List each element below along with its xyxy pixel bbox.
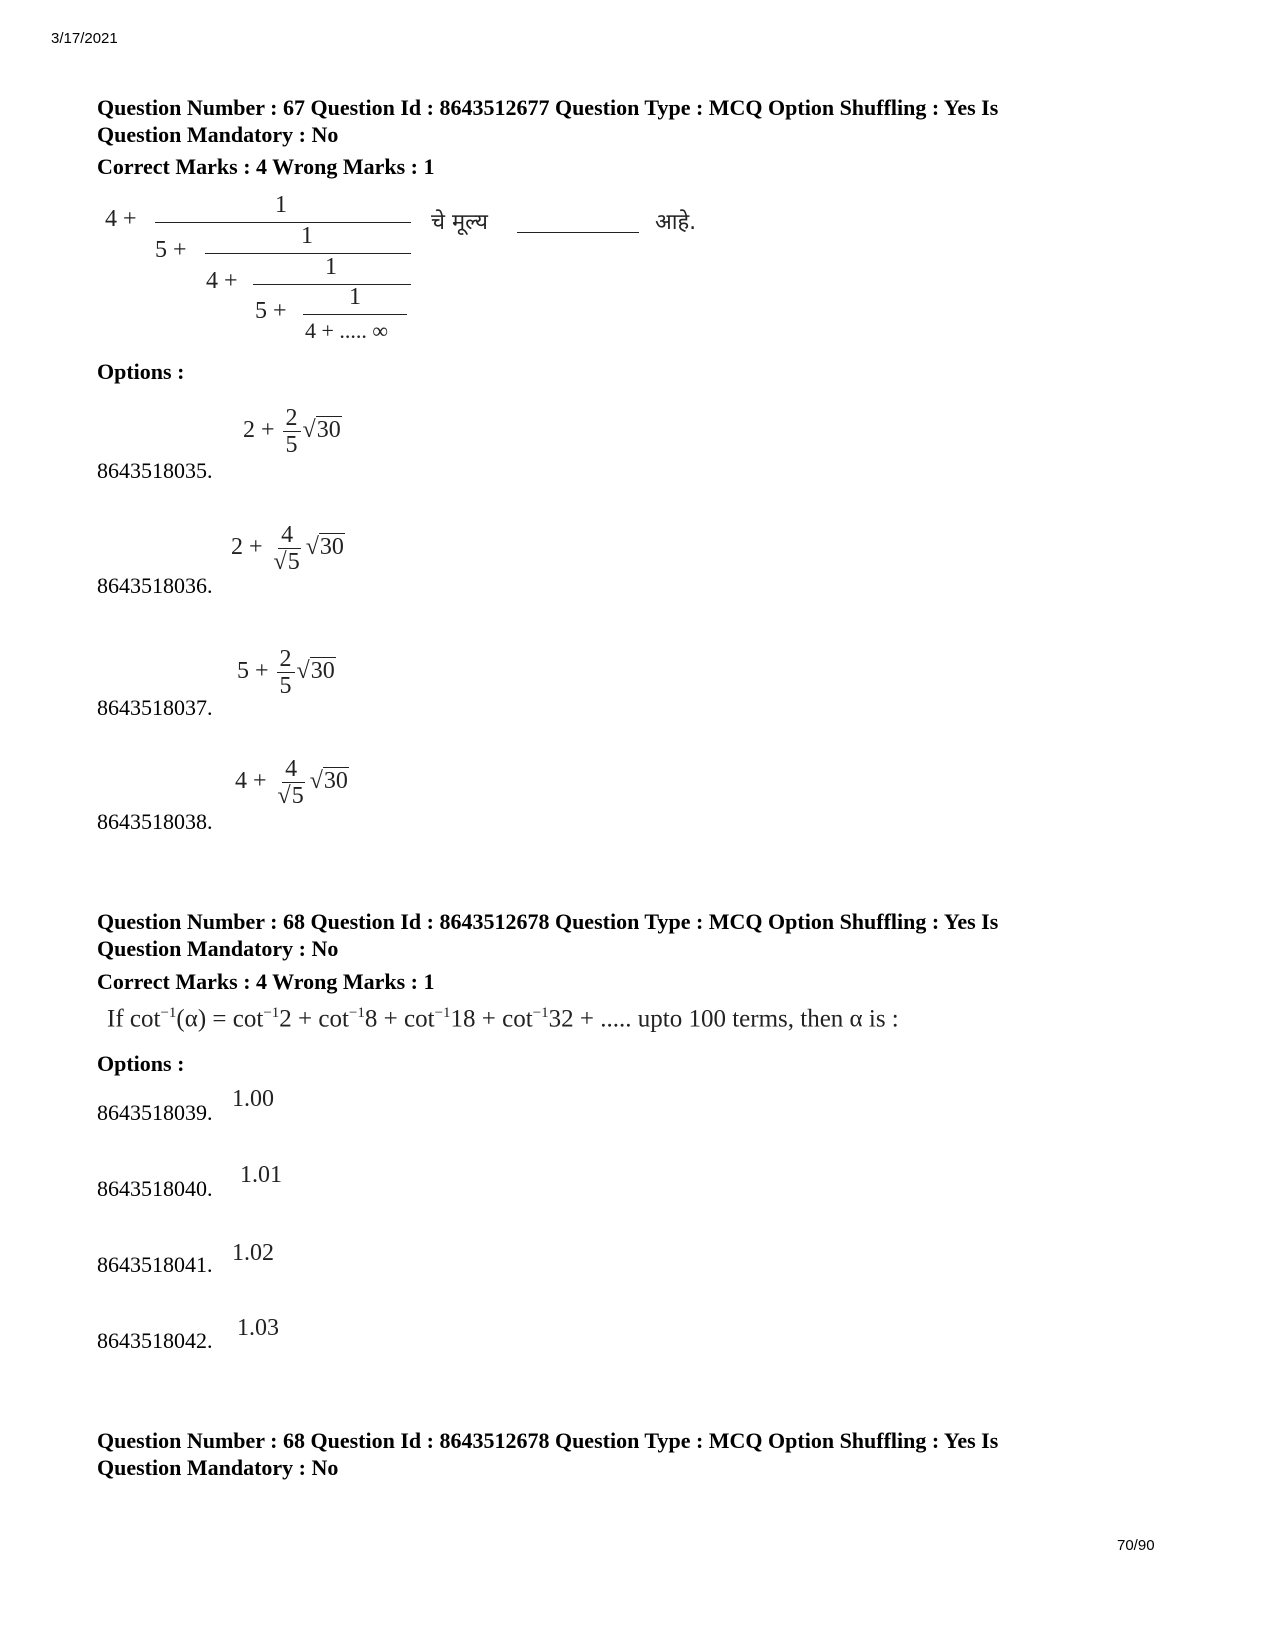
option-denominator-value: 5 <box>291 783 304 809</box>
answer-blank <box>517 232 639 233</box>
cf-term-3: 4 + <box>206 268 238 294</box>
option-denominator: √5 <box>273 549 300 575</box>
q68-header <box>97 908 998 962</box>
option-sqrt: √30 <box>296 658 335 685</box>
cf-term-2: 5 + <box>155 237 187 263</box>
option-numerator: 2 <box>277 646 295 673</box>
inverse-sup: −1 <box>532 1005 549 1021</box>
cf-fraction-bar-3 <box>253 284 411 285</box>
option-sqrt: √30 <box>302 417 341 444</box>
cf-numerator-1: 1 <box>275 192 287 218</box>
print-date: 3/17/2021 <box>51 30 118 47</box>
cf-numerator-3: 1 <box>325 254 337 280</box>
option-denominator-value: 5 <box>279 673 292 699</box>
option-integer: 5 + <box>237 658 269 685</box>
option-id: 8643518039. <box>97 1100 213 1125</box>
q68-q-term2: 8 + cot <box>364 1005 435 1033</box>
option-numerator: 2 <box>283 405 301 432</box>
q68-header-line2: Question Mandatory : No <box>97 936 339 961</box>
q68-q-term4: 32 + ..... upto 100 terms, then α is : <box>548 1005 899 1033</box>
option-radicand: 30 <box>323 768 348 795</box>
q67-text-before-blank: चे मूल्य <box>431 210 488 235</box>
q68-q-part2: (α) = cot <box>176 1005 264 1033</box>
option-expression <box>235 756 349 809</box>
option-numerator: 4 <box>282 756 300 783</box>
option-denominator <box>283 432 301 458</box>
option-radicand: 30 <box>310 658 335 685</box>
option-sqrt: √30 <box>305 534 344 561</box>
q68-q-term3: 18 + cot <box>450 1005 533 1033</box>
cf-numerator-2: 1 <box>301 223 313 249</box>
cf-fraction-bar-1 <box>155 222 411 223</box>
q67-marks: Correct Marks : 4 Wrong Marks : 1 <box>97 154 435 179</box>
option-integer: 2 + <box>231 534 263 561</box>
q68-question-text <box>107 1005 899 1033</box>
option-denominator: √5 <box>277 783 304 809</box>
inverse-sup: −1 <box>263 1005 280 1021</box>
option-value: 1.03 <box>237 1315 279 1341</box>
cf-numerator-4: 1 <box>349 284 361 310</box>
page-number: 70/90 <box>1117 1537 1155 1554</box>
cf-fraction-bar-2 <box>205 253 411 254</box>
q68-q-part1: If cot <box>107 1005 161 1033</box>
option-numerator: 4 <box>278 522 296 549</box>
q67-continued-fraction <box>105 192 745 352</box>
q68-options-label: Options : <box>97 1051 185 1076</box>
cf-term-1: 4 + <box>105 206 137 232</box>
option-sqrt: √30 <box>309 768 348 795</box>
q68-repeat-header-line2: Question Mandatory : No <box>97 1455 339 1480</box>
q68-q-term1: 2 + cot <box>279 1005 349 1033</box>
option-expression <box>231 522 345 575</box>
cf-fraction-bar-4 <box>303 314 407 315</box>
cf-term-4: 5 + <box>255 298 287 324</box>
q67-header-line1: Question Number : 67 Question Id : 8643512677 Question Type : MCQ Option Shuffling : Yes Is <box>97 95 999 120</box>
option-radicand: 30 <box>319 534 344 561</box>
option-expression <box>243 405 342 458</box>
option-fraction <box>275 756 308 809</box>
option-value: 1.01 <box>240 1162 282 1188</box>
option-value: 1.02 <box>232 1240 274 1266</box>
option-expression <box>237 646 336 699</box>
option-denominator-value: 5 <box>285 432 298 458</box>
option-fraction <box>271 522 304 575</box>
option-integer: 2 + <box>243 417 275 444</box>
q68-repeat-header-line1: Question Number : 68 Question Id : 8643512678 Question Type : MCQ Option Shuffling : Yes Is <box>97 1428 999 1453</box>
inverse-sup: −1 <box>348 1005 365 1021</box>
option-radicand: 30 <box>316 417 341 444</box>
option-id: 8643518038. <box>97 809 213 834</box>
option-id: 8643518042. <box>97 1328 213 1353</box>
option-denominator-value: 5 <box>287 549 300 575</box>
inverse-sup: −1 <box>434 1005 451 1021</box>
q67-header <box>97 94 998 148</box>
q67-header-line2: Question Mandatory : No <box>97 122 339 147</box>
option-fraction <box>283 405 301 458</box>
option-id: 8643518037. <box>97 695 213 720</box>
q68-marks: Correct Marks : 4 Wrong Marks : 1 <box>97 969 435 994</box>
option-id: 8643518041. <box>97 1252 213 1277</box>
cf-tail: 4 + ..... ∞ <box>305 318 389 343</box>
q68-repeat-header <box>97 1427 998 1481</box>
q68-header-line1: Question Number : 68 Question Id : 8643512678 Question Type : MCQ Option Shuffling : Yes Is <box>97 909 999 934</box>
q67-options-label: Options : <box>97 359 185 384</box>
option-value: 1.00 <box>232 1086 274 1112</box>
inverse-sup: −1 <box>160 1005 177 1021</box>
option-integer: 4 + <box>235 768 267 795</box>
option-id: 8643518035. <box>97 458 213 483</box>
option-id: 8643518036. <box>97 573 213 598</box>
option-id: 8643518040. <box>97 1176 213 1201</box>
option-denominator <box>277 673 295 699</box>
option-fraction <box>277 646 295 699</box>
q67-text-after-blank: आहे. <box>655 210 697 235</box>
